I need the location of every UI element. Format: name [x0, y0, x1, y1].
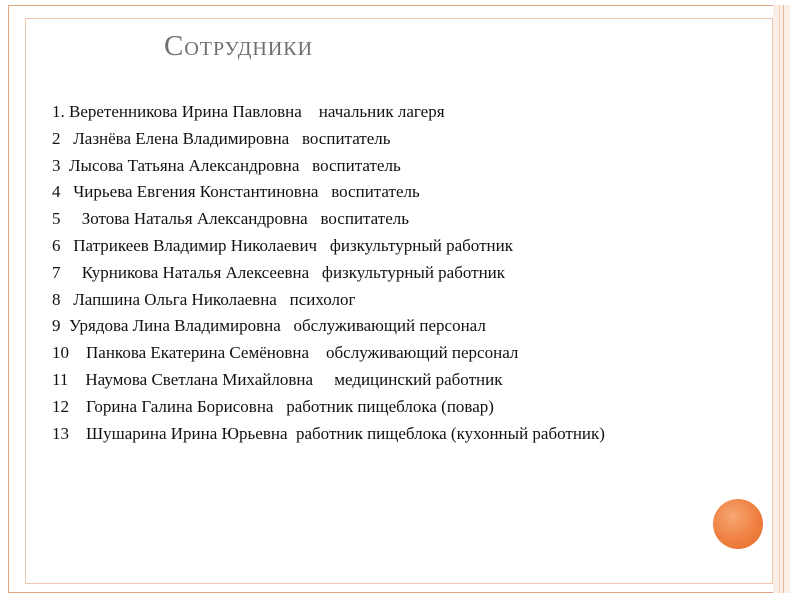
decorative-side-band	[773, 5, 790, 593]
staff-item: 13 Шушарина Ирина Юрьевна работник пищеблока (кухонный работник)	[52, 423, 605, 443]
staff-item: 1. Веретенникова Ирина Павловна начальник лагеря	[52, 102, 445, 121]
staff-item: 9 Урядова Лина Владимировна обслуживающий персонал	[52, 316, 486, 336]
staff-item: 10 Панкова Екатерина Семёновна обслуживающий персонал	[52, 343, 519, 363]
decorative-orange-circle	[713, 499, 763, 549]
slide-title: Сотрудники	[164, 30, 314, 62]
staff-item: 11 Наумова Светлана Михайловна медицинский работник	[52, 369, 503, 389]
staff-item: 8 Лапшина Ольга Николаевна психолог	[52, 289, 356, 309]
staff-item: 4 Чирьева Евгения Константиновна воспитатель	[52, 182, 420, 202]
staff-item: 6 Патрикеев Владимир Николаевич физкультурный работник	[52, 235, 513, 255]
staff-item: 3 Лысова Татьяна Александровна воспитатель	[52, 155, 401, 175]
staff-list	[52, 101, 702, 449]
staff-item: 2 Лазнёва Елена Владимировна воспитатель	[52, 128, 391, 148]
decorative-band-line	[779, 5, 780, 593]
staff-item: 12 Горина Галина Борисовна работник пищеблока (повар)	[52, 396, 494, 416]
staff-item: 7 Курникова Наталья Алексеевна физкультурный работник	[52, 262, 506, 282]
staff-item: 5 Зотова Наталья Александровна воспитатель	[52, 209, 409, 229]
decorative-band-line	[783, 5, 784, 593]
